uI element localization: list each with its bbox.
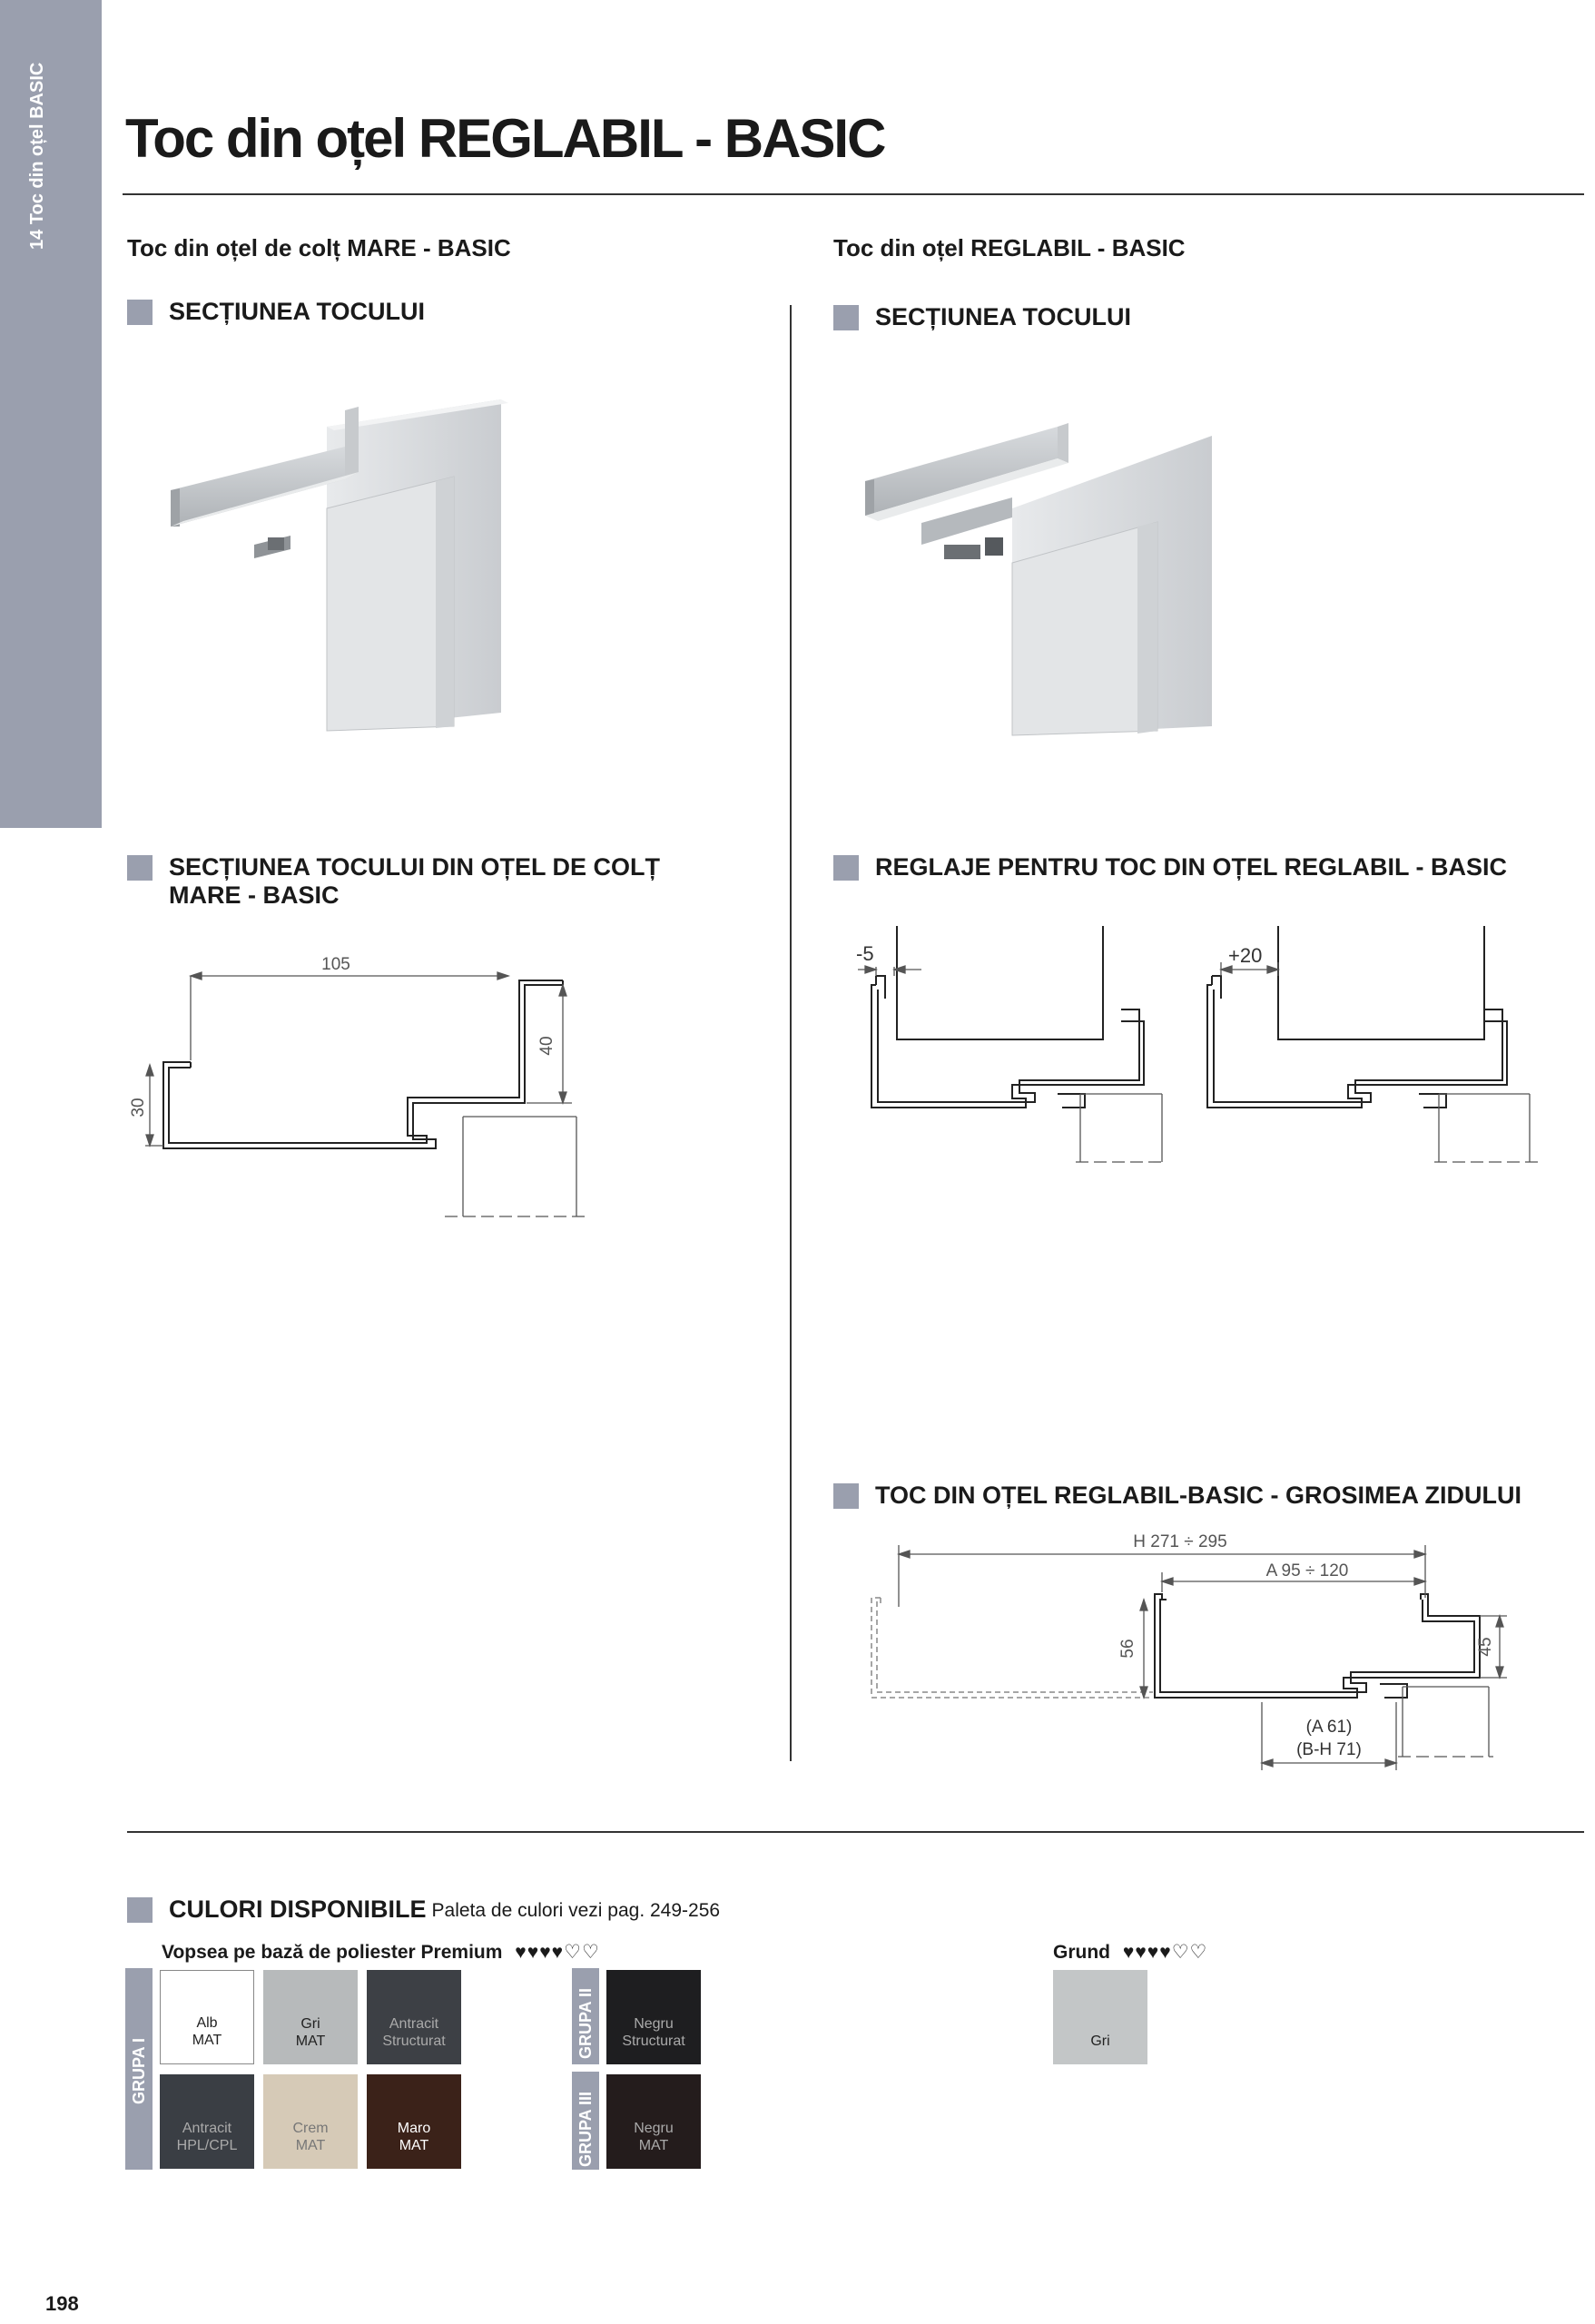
colors-heading-note: Paleta de culori vezi pag. 249-256 xyxy=(431,1900,721,1921)
adjust-heading-text: REGLAJE PENTRU TOC DIN OȚEL REGLABIL - BASIC xyxy=(875,853,1508,881)
adjust-heading xyxy=(833,853,1507,881)
left-subtitle: Toc din oțel de colț MARE - BASIC xyxy=(127,234,511,261)
frame-3d-render-left xyxy=(163,390,545,735)
dim-a-range-label: A 95 ÷ 120 xyxy=(1265,1561,1349,1581)
dim-a-val-label: (A 61) xyxy=(1305,1718,1353,1737)
right-subtitle: Toc din oțel REGLABIL - BASIC xyxy=(833,234,1186,261)
dim-bh-val-label: (B-H 71) xyxy=(1296,1740,1362,1759)
left-section-heading xyxy=(127,298,425,326)
swatch-antracit-structurat xyxy=(367,1970,461,2064)
swatch-line1: Antracit xyxy=(389,2016,439,2032)
left-profile-heading-line2: MARE - BASIC xyxy=(169,881,340,909)
group-2-bar xyxy=(572,1968,599,2064)
heading-square-icon xyxy=(833,1483,859,1509)
group-1-label: GRUPA I xyxy=(130,2037,148,2104)
swatch-line1: Alb xyxy=(196,2015,218,2031)
adjustment-drawing xyxy=(822,917,1566,1171)
swatch-line2: Structurat xyxy=(622,2034,685,2049)
dim-width-label: 105 xyxy=(321,955,350,974)
heading-square-icon xyxy=(127,855,153,881)
wall-thickness-drawing xyxy=(853,1525,1525,1788)
swatch-alb-mat xyxy=(160,1970,254,2064)
swatch-line1: Negru xyxy=(634,2016,674,2032)
swatch-line2: MAT xyxy=(399,2138,429,2153)
right-section-heading-text: SECȚIUNEA TOCULUI xyxy=(875,303,1132,330)
heading-square-icon xyxy=(833,305,859,330)
swatch-negru-structurat xyxy=(606,1970,701,2064)
swatch-line2: MAT xyxy=(295,2034,326,2049)
swatch-line2: Structurat xyxy=(382,2034,446,2049)
page-title: Toc din oțel REGLABIL - BASIC xyxy=(125,108,885,169)
swatch-crem-mat xyxy=(263,2074,358,2169)
swatch-line2: MAT xyxy=(295,2138,326,2153)
swatch-line1: Maro xyxy=(397,2121,431,2136)
swatch-grund-gri xyxy=(1053,1970,1147,2064)
primer-label: Grund xyxy=(1053,1942,1110,1963)
primer-label-row xyxy=(1053,1941,1207,1964)
swatch-gri-mat xyxy=(263,1970,358,2064)
swatch-maro-mat xyxy=(367,2074,461,2169)
dim-plus-label: +20 xyxy=(1228,944,1263,967)
colors-rule xyxy=(127,1831,1584,1833)
group-2-label: GRUPA II xyxy=(576,1987,595,2059)
swatch-line1: Antracit xyxy=(182,2121,232,2136)
left-profile-heading xyxy=(127,853,660,910)
group-1-bar xyxy=(125,1968,153,2170)
dim-right-height-label: 45 xyxy=(1476,1637,1495,1657)
sidebar-label: 14 Toc din oțel BASIC xyxy=(27,62,47,250)
primer-rating-hearts-icon: ♥♥♥♥♡♡ xyxy=(1122,1942,1208,1963)
dim-h-range-label: H 271 ÷ 295 xyxy=(1133,1532,1227,1551)
heading-square-icon xyxy=(833,855,859,881)
wall-heading xyxy=(833,1482,1521,1510)
dim-left-height-label: 56 xyxy=(1118,1639,1137,1659)
polyester-rating-hearts-icon: ♥♥♥♥♡♡ xyxy=(515,1942,600,1963)
left-profile-heading-text xyxy=(169,853,660,910)
swatch-line2: HPL/CPL xyxy=(176,2138,238,2153)
left-section-heading-text: SECȚIUNEA TOCULUI xyxy=(169,298,426,325)
swatch-antracit-hpl-cpl xyxy=(160,2074,254,2169)
wall-heading-text: TOC DIN OȚEL REGLABIL-BASIC - GROSIMEA ZIDULUI xyxy=(875,1482,1521,1509)
swatch-line1: Negru xyxy=(634,2121,674,2136)
colors-heading xyxy=(127,1896,720,1924)
column-divider xyxy=(790,305,792,1761)
dim-minus-label: -5 xyxy=(856,942,874,965)
left-profile-drawing xyxy=(118,944,608,1226)
title-rule xyxy=(123,193,1584,195)
swatch-line1: Crem xyxy=(292,2121,329,2136)
heading-square-icon xyxy=(127,300,153,325)
sidebar-tab xyxy=(0,0,102,828)
right-section-heading xyxy=(833,303,1131,331)
frame-3d-render-right xyxy=(858,409,1239,744)
polyester-label: Vopsea pe bază de poliester Premium xyxy=(162,1942,503,1963)
colors-heading-text: CULORI DISPONIBILE xyxy=(169,1896,427,1923)
dim-height-left-label: 30 xyxy=(129,1098,148,1118)
group-3-bar xyxy=(572,2072,599,2170)
polyester-label-row xyxy=(162,1941,600,1964)
swatch-line1: Gri xyxy=(300,2016,320,2032)
page-number: 198 xyxy=(45,2292,79,2315)
dim-height-right-label: 40 xyxy=(537,1036,556,1056)
group-3-label: GRUPA III xyxy=(576,2091,595,2167)
primer-swatch-label: Gri xyxy=(1090,2034,1110,2049)
left-profile-heading-line1: SECȚIUNEA TOCULUI DIN OȚEL DE COLȚ xyxy=(169,853,661,881)
swatch-line2: MAT xyxy=(638,2138,669,2153)
swatch-negru-mat xyxy=(606,2074,701,2169)
swatch-line2: MAT xyxy=(192,2033,222,2048)
heading-square-icon xyxy=(127,1897,153,1923)
